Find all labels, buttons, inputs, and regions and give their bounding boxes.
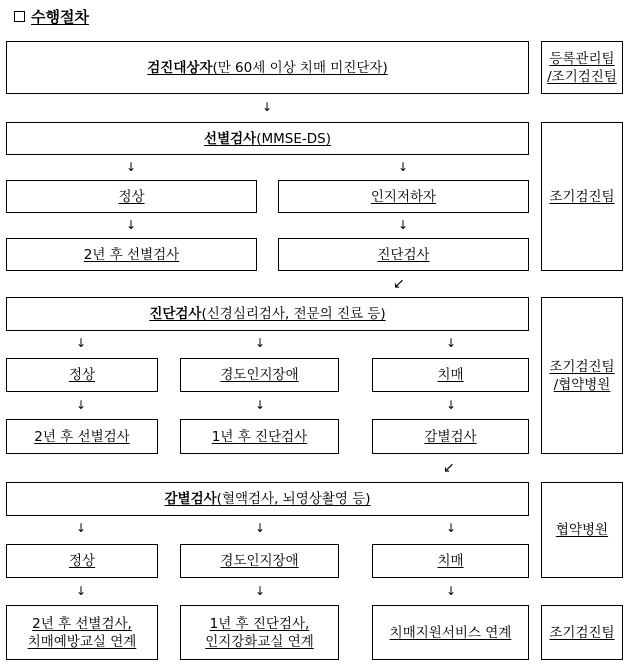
differential-test-label: 감별검사 xyxy=(164,491,217,507)
down-arrow: ↓ xyxy=(75,521,87,535)
result-normal-box xyxy=(6,180,257,213)
down-arrow: ↓ xyxy=(445,584,457,598)
diagonal-arrow: ↙ xyxy=(393,276,405,292)
down-arrow: ↓ xyxy=(397,160,409,174)
result-dementia-box xyxy=(372,544,529,578)
result-normal: 정상 xyxy=(118,188,145,205)
team-label: 조기검진팀 xyxy=(549,188,615,205)
section-title-text: 수행절차 xyxy=(31,8,89,26)
next-rediagnosis: 1년 후 진단검사 xyxy=(211,428,308,445)
next-rescreen: 2년 후 선별검사 xyxy=(34,428,130,445)
down-arrow: ↓ xyxy=(254,521,266,535)
next-line-2: 치매예방교실 연계 xyxy=(27,633,137,650)
down-arrow: ↓ xyxy=(75,398,87,412)
next-support-service-box xyxy=(372,605,529,660)
team-label: 조기검진팀 xyxy=(549,624,615,641)
screening-test-box xyxy=(6,122,529,155)
next-rediagnosis-box xyxy=(180,419,339,454)
team-line-1: 조기검진팀 xyxy=(549,358,615,375)
down-arrow: ↓ xyxy=(254,398,266,412)
result-normal-box xyxy=(6,544,158,578)
result-normal: 정상 xyxy=(68,553,96,569)
down-arrow: ↓ xyxy=(125,160,137,174)
team-line-2: /조기검진팀 xyxy=(547,68,617,85)
next-rescreen-box xyxy=(6,238,257,271)
screening-test-detail: (MMSE-DS) xyxy=(256,130,331,147)
result-mci: 경도인지장애 xyxy=(220,553,299,569)
next-diagnosis-box xyxy=(278,238,529,271)
next-diagnosis: 진단검사 xyxy=(377,246,430,263)
diagnostic-test-label: 진단검사 xyxy=(149,306,202,322)
next-line-1: 2년 후 선별검사, xyxy=(32,615,132,632)
team-line-2: /협약병원 xyxy=(553,376,611,393)
down-arrow: ↓ xyxy=(445,398,457,412)
down-arrow: ↓ xyxy=(75,336,87,350)
result-cognitive-decline-box xyxy=(278,180,529,213)
result-normal-box xyxy=(6,358,158,392)
section-title xyxy=(14,6,89,27)
down-arrow: ↓ xyxy=(445,336,457,350)
team-box-early-screening xyxy=(541,122,623,271)
screening-test-label: 선별검사 xyxy=(204,130,257,147)
screening-target-label: 검진대상자 xyxy=(147,59,213,76)
down-arrow: ↓ xyxy=(125,218,137,232)
down-arrow: ↓ xyxy=(254,336,266,350)
next-rescreen: 2년 후 선별검사 xyxy=(83,246,180,263)
checkbox-icon xyxy=(14,11,25,22)
result-normal: 정상 xyxy=(68,367,96,383)
result-dementia: 치매 xyxy=(437,553,464,569)
next-support-service: 치매지원서비스 연계 xyxy=(389,624,512,641)
team-box-registration xyxy=(541,41,623,94)
next-line-1: 1년 후 진단검사, xyxy=(209,615,310,632)
diagnostic-test-box xyxy=(6,297,529,331)
team-box-early-partner xyxy=(541,297,623,454)
down-arrow: ↓ xyxy=(445,521,457,535)
down-arrow: ↓ xyxy=(75,584,87,598)
next-differential-box xyxy=(372,419,529,454)
diagnostic-test-detail: (신경심리검사, 전문의 진료 등) xyxy=(201,306,386,322)
next-rediagnosis-training-box xyxy=(180,605,339,660)
result-mci: 경도인지장애 xyxy=(220,367,299,383)
team-box-early-screening-final xyxy=(541,605,623,660)
next-rescreen-box xyxy=(6,419,158,454)
team-label: 협약병원 xyxy=(555,522,609,538)
next-differential: 감별검사 xyxy=(424,428,477,445)
next-rescreen-prevention-box xyxy=(6,605,158,660)
diagonal-arrow: ↙ xyxy=(443,460,455,476)
result-dementia: 치매 xyxy=(437,367,464,383)
team-line-1: 등록관리팀 xyxy=(549,50,615,67)
down-arrow: ↓ xyxy=(254,584,266,598)
result-dementia-box xyxy=(372,358,529,392)
team-box-partner-hospital xyxy=(541,482,623,578)
differential-test-box xyxy=(6,482,529,516)
result-cognitive-decline: 인지저하자 xyxy=(370,188,437,205)
screening-target-detail: (만 60세 이상 치매 미진단자) xyxy=(212,59,388,76)
down-arrow: ↓ xyxy=(261,100,273,114)
result-mci-box xyxy=(180,544,339,578)
down-arrow: ↓ xyxy=(397,218,409,232)
next-line-2: 인지강화교실 연계 xyxy=(205,633,314,650)
screening-target-box xyxy=(6,41,529,94)
differential-test-detail: (혈액검사, 뇌영상촬영 등) xyxy=(216,491,371,507)
result-mci-box xyxy=(180,358,339,392)
